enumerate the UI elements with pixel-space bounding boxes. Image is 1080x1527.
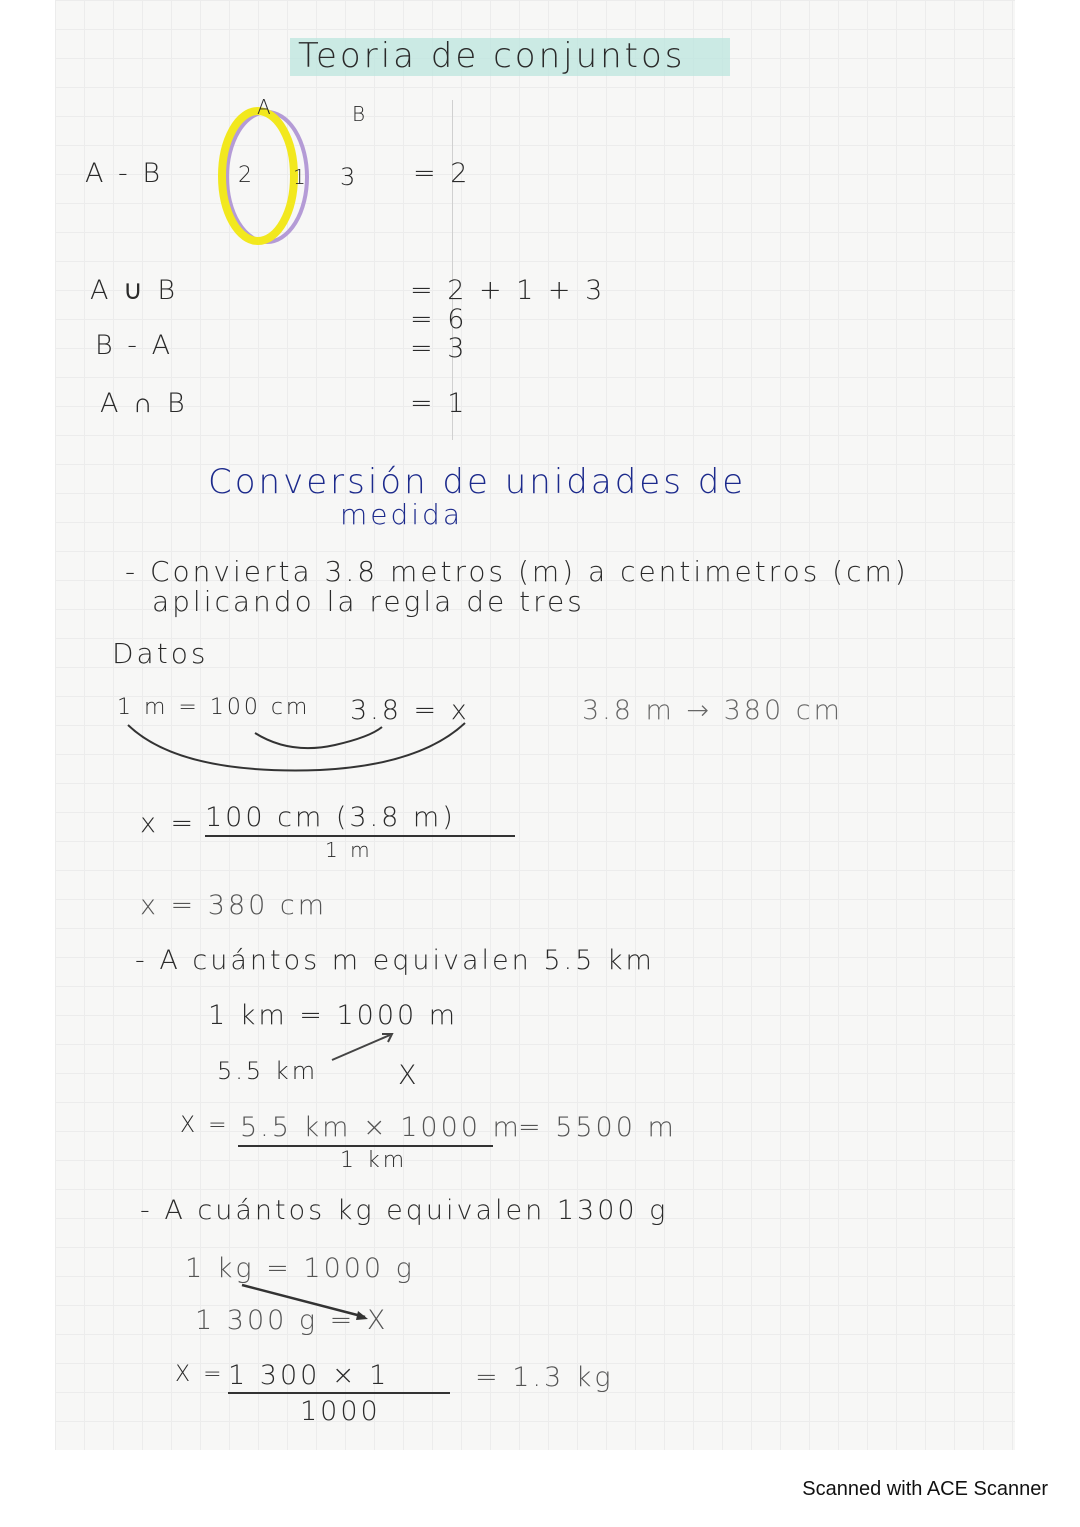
arrow-icon — [330, 1030, 400, 1065]
set-b-circle — [222, 111, 294, 241]
expr-b-minus-a: B - A — [95, 330, 174, 361]
venn-label-a: A — [257, 95, 274, 119]
result-b-minus-a: = 3 — [410, 333, 468, 364]
relation-arcs — [120, 715, 480, 785]
problem2-eq2b: X — [398, 1060, 420, 1091]
result-a-minus-b: = 2 — [413, 158, 471, 189]
problem1-x-label: x = — [140, 808, 197, 839]
problem3-eq2: 1 300 g = X — [195, 1305, 389, 1336]
problem1-eq1: 1 m = 100 cm — [117, 695, 311, 720]
problem2-question: - A cuántos m equivalen 5.5 km — [135, 945, 655, 976]
fraction-bar — [238, 1145, 493, 1147]
result-union: = 2 + 1 + 3 — [410, 275, 606, 306]
problem1-result: x = 380 cm — [140, 890, 328, 921]
venn-only-a: 2 — [238, 163, 255, 188]
datos-label: Datos — [112, 637, 209, 670]
problem2-result: = 5500 m — [518, 1112, 677, 1143]
problem2-eq1: 1 km = 1000 m — [208, 1000, 459, 1031]
result-union-total: = 6 — [410, 304, 468, 335]
problem3-numerator: 1 300 × 1 — [228, 1360, 390, 1391]
problem1-summary: 3.8 m → 380 cm — [582, 695, 843, 726]
problem2-denominator: 1 km — [340, 1148, 408, 1173]
problem3-denominator: 1000 — [300, 1396, 381, 1427]
venn-label-b: B — [352, 102, 369, 126]
fraction-bar — [205, 835, 515, 837]
problem1-denominator: 1 m — [325, 838, 373, 862]
conversion-title-line2: medida — [340, 498, 463, 531]
problem1-eq2: 3.8 = x — [350, 695, 470, 726]
result-intersection: = 1 — [410, 388, 468, 419]
expr-union: A ∪ B — [90, 275, 179, 306]
fraction-bar — [228, 1392, 450, 1394]
expr-intersection: A ∩ B — [100, 388, 188, 419]
problem3-result: = 1.3 kg — [475, 1362, 614, 1393]
problem1-line2: aplicando la regla de tres — [152, 585, 585, 618]
problem3-x-label: X = — [175, 1362, 225, 1387]
problem2-numerator: 5.5 km × 1000 m — [240, 1112, 522, 1143]
problem3-eq1: 1 kg = 1000 g — [185, 1253, 415, 1284]
scanner-watermark: Scanned with ACE Scanner — [802, 1478, 1048, 1500]
problem1-line1: - Convierta 3.8 metros (m) a centimetros (cm) — [125, 555, 909, 588]
problem2-x-label: X = — [180, 1113, 230, 1138]
conversion-title: Conversión de unidades de — [208, 462, 747, 502]
problem1-numerator: 100 cm (3.8 m) — [205, 802, 456, 833]
problem3-question: - A cuántos kg equivalen 1300 g — [140, 1195, 669, 1226]
expr-a-minus-b: A - B — [85, 158, 164, 189]
problem2-eq2a: 5.5 km — [217, 1057, 319, 1085]
venn-only-b: 3 — [340, 163, 359, 191]
venn-both: 1 — [293, 165, 309, 189]
set-theory-title: Teoria de conjuntos — [298, 36, 686, 76]
